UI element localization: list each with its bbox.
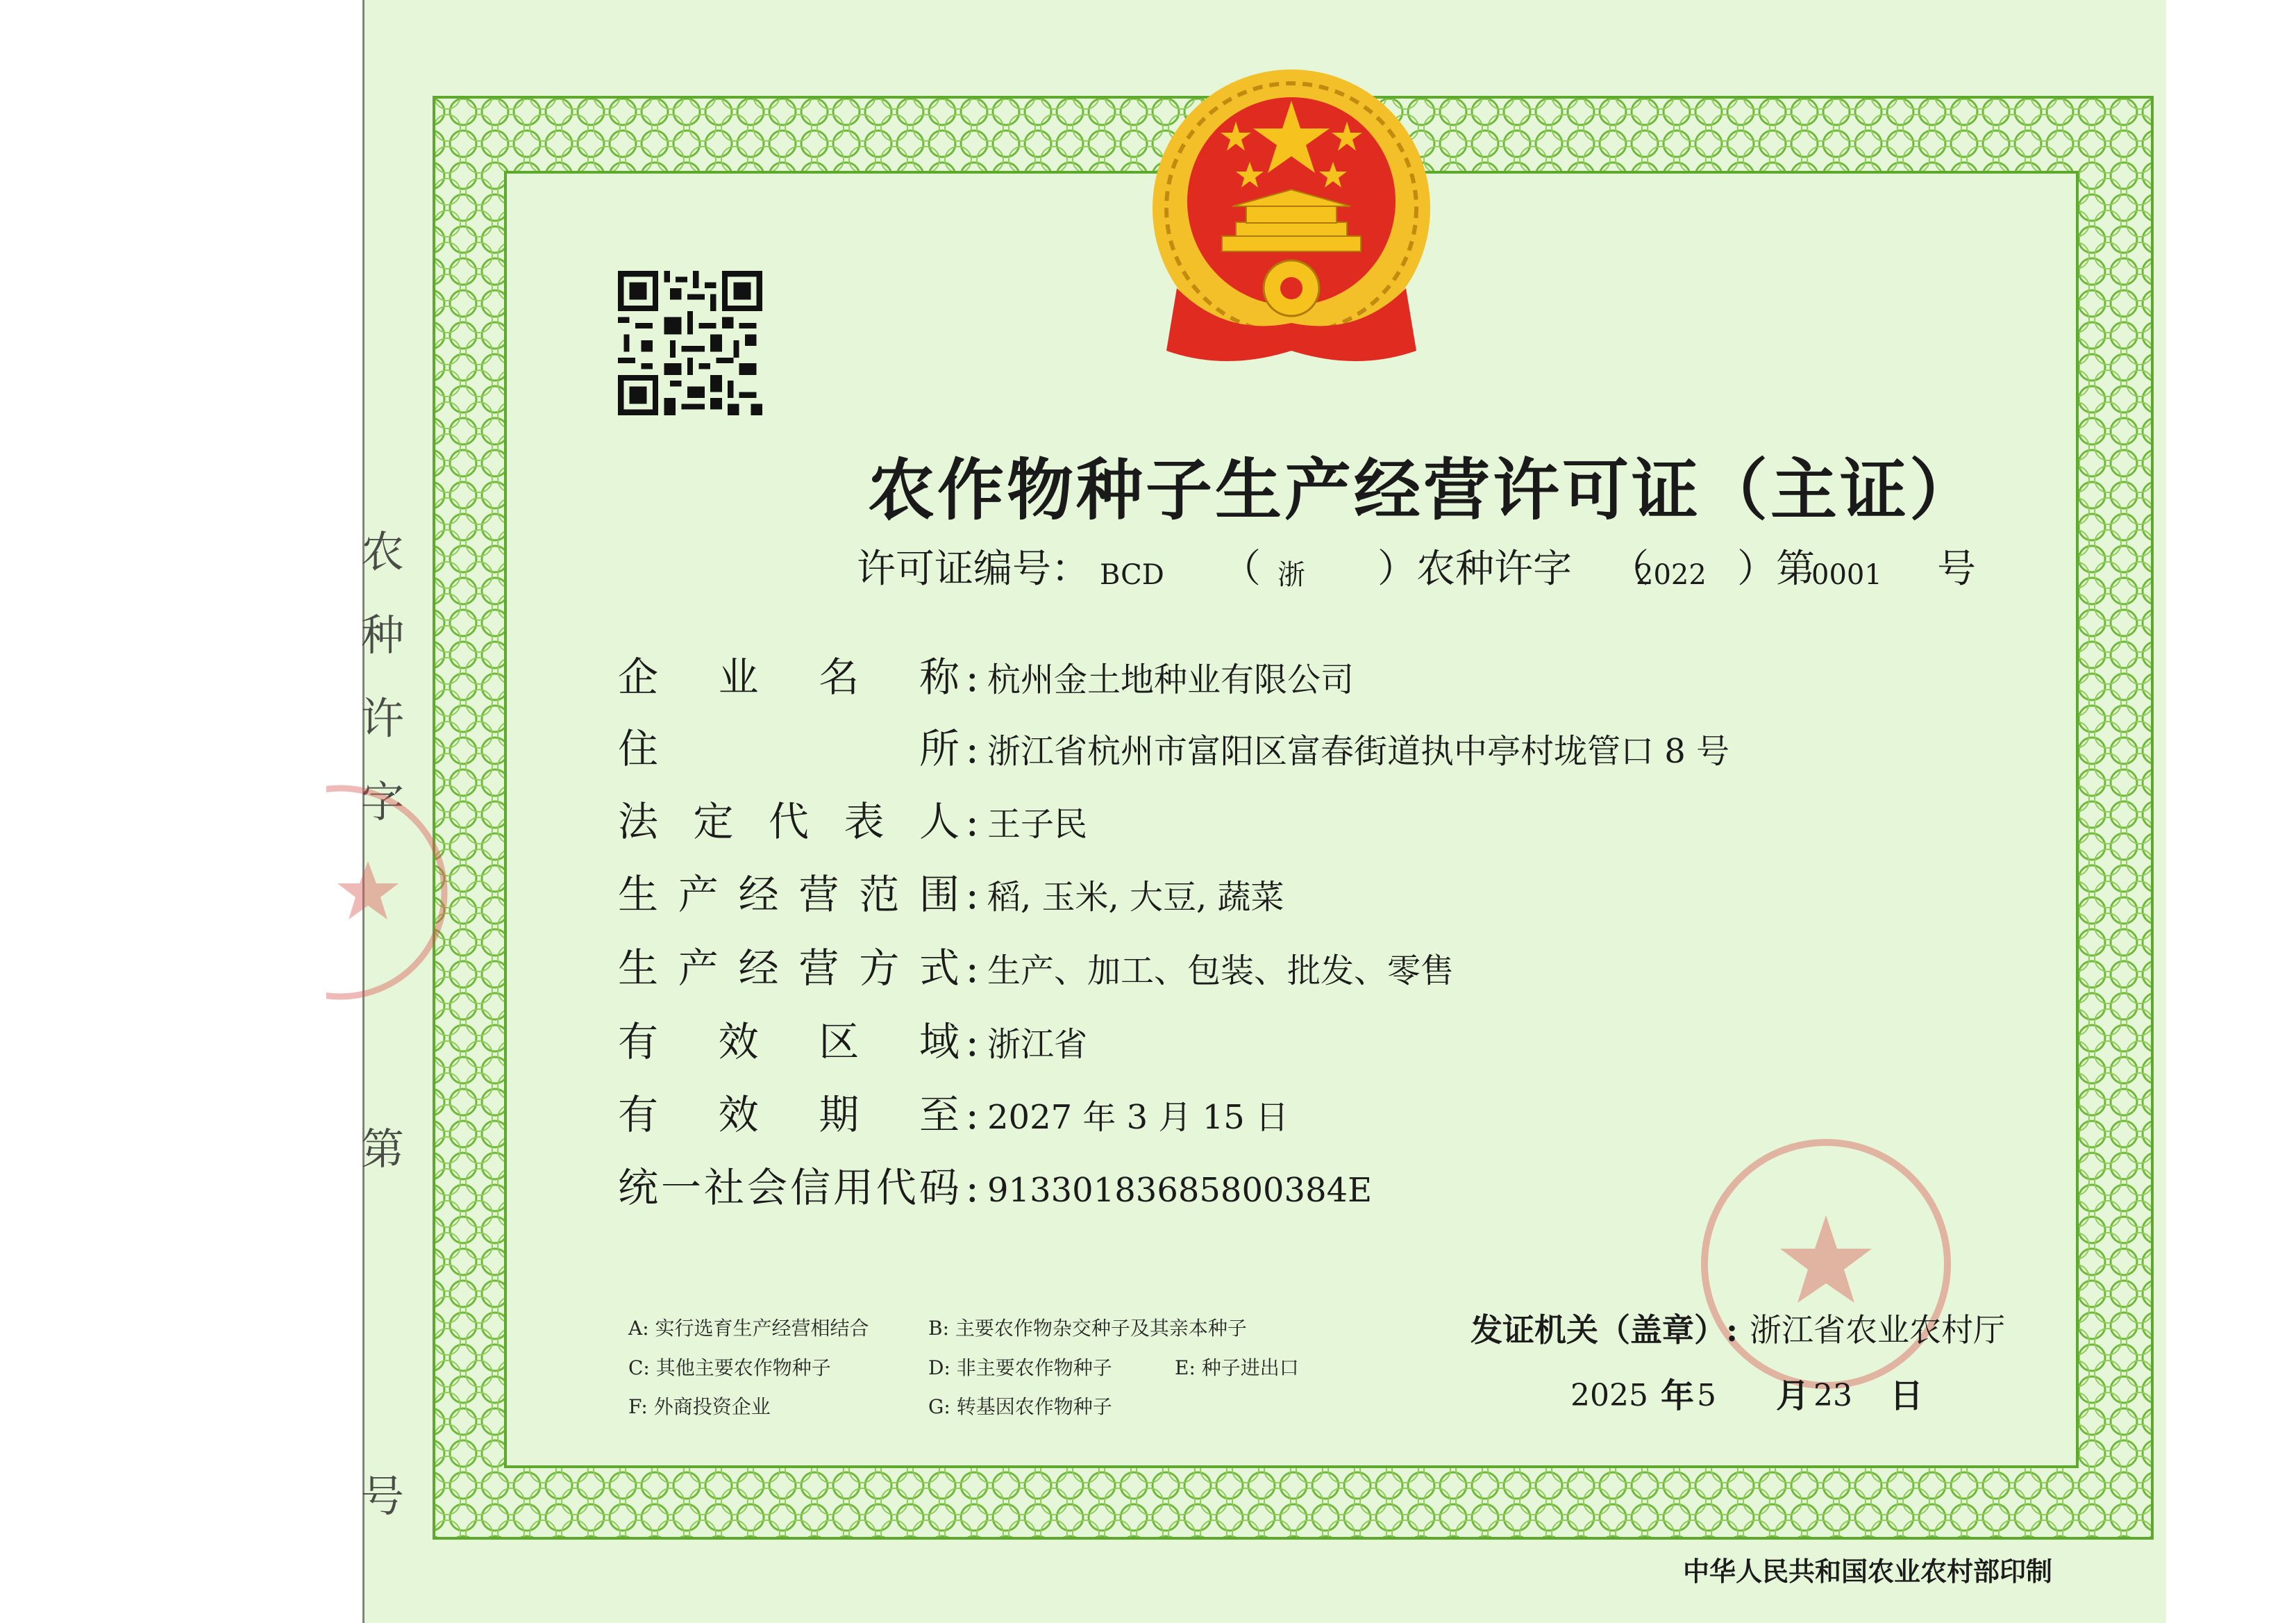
stub-char: 号: [361, 1471, 405, 1522]
field-label: [618, 1087, 979, 1142]
legend-item: C: 其他主要农作物种子: [628, 1356, 831, 1379]
field-colon: :: [965, 798, 979, 845]
stub-char: 种: [361, 610, 405, 660]
field-label-char: 称: [919, 654, 960, 701]
license-type: ）农种许字: [1377, 547, 1572, 592]
field-colon: :: [965, 654, 979, 701]
field-label-char: 范: [859, 871, 900, 918]
field-label-char: 生: [618, 944, 659, 992]
field-label: [618, 1014, 979, 1069]
legend-item: E: 种子进出口: [1175, 1356, 1299, 1379]
license-open-paren: （: [1222, 547, 1261, 592]
field-label-char: 区: [819, 1018, 860, 1065]
field-colon: :: [965, 871, 979, 918]
field-label-char: 至: [919, 1091, 960, 1138]
field-value: 2027 年 3 月 15 日: [987, 1098, 1289, 1137]
qr-code-icon: [618, 271, 762, 415]
legend-item: G: 转基因农作物种子: [928, 1395, 1112, 1418]
legend-item: D: 非主要农作物种子: [928, 1356, 1112, 1379]
field-label: [618, 794, 979, 849]
field-label: [618, 867, 979, 922]
field-colon: :: [965, 1018, 979, 1065]
field-label-char: 一: [660, 1164, 701, 1211]
official-seal-icon: [1694, 1132, 1958, 1396]
field-label-char: 住: [618, 725, 659, 772]
field-label-char: 人: [919, 798, 960, 845]
page-title: 农作物种子生产经营许可证（主证）: [868, 451, 1979, 529]
field-colon: :: [965, 1091, 979, 1138]
field-label-char: 营: [798, 944, 839, 992]
field-label-char: 信: [789, 1164, 830, 1211]
field-label: [618, 649, 979, 705]
field-label: [618, 940, 979, 996]
field-label-char: 统: [618, 1164, 659, 1211]
legend-item: F: 外商投资企业: [628, 1395, 771, 1418]
field-label-char: 法: [618, 798, 659, 845]
field-label-char: 效: [718, 1018, 759, 1065]
issuer-label: 发证机关（盖章）:: [1470, 1311, 1738, 1349]
field-label-char: 经: [738, 871, 779, 918]
license-serial: 0001: [1811, 559, 1882, 591]
field-value: 生产、加工、包装、批发、零售: [987, 951, 1455, 990]
license-year-close: ）第: [1737, 547, 1815, 592]
field-label-char: 定: [693, 798, 734, 845]
license-year-open: （: [1610, 547, 1649, 592]
field-label-char: 经: [738, 944, 779, 992]
license-province: 浙: [1277, 559, 1305, 591]
field-value: 杭州金土地种业有限公司: [987, 660, 1355, 699]
field-label-char: 业: [718, 654, 759, 701]
field-label-char: 产: [678, 944, 719, 992]
field-label-char: 码: [919, 1164, 960, 1211]
issue-day-unit: 日: [1890, 1376, 1924, 1415]
license-number-label: 许可证编号：: [857, 547, 1090, 592]
national-emblem-icon: [1149, 59, 1434, 372]
field-label-char: 域: [919, 1018, 960, 1065]
license-prefix: BCD: [1100, 559, 1164, 591]
field-label-char: 有: [618, 1091, 659, 1138]
field-label: [618, 1160, 979, 1215]
field-value: 浙江省杭州市富阳区富春街道执中亭村垅管口 8 号: [987, 732, 1730, 771]
issue-year: 2025: [1570, 1378, 1648, 1413]
stub-char: 第: [361, 1124, 405, 1174]
field-label-char: 效: [718, 1091, 759, 1138]
field-value: 浙江省: [987, 1025, 1088, 1064]
field-colon: :: [965, 1164, 979, 1211]
field-label-char: 期: [819, 1091, 860, 1138]
field-label-char: 营: [798, 871, 839, 918]
issuer-value: 浙江省农业农村厅: [1750, 1311, 2005, 1349]
stub-char: 许: [361, 693, 405, 744]
field-label-char: 名: [819, 654, 860, 701]
license-suffix: 号: [1937, 547, 1976, 592]
issue-month: 5: [1697, 1378, 1716, 1413]
field-label-char: 代: [875, 1164, 916, 1211]
stub-char: 农: [361, 526, 405, 577]
field-label-char: 用: [832, 1164, 873, 1211]
license-number: [857, 538, 2009, 601]
legend-item: A: 实行选育生产经营相结合: [628, 1317, 869, 1340]
field-label-char: 产: [678, 871, 719, 918]
field-value: 稻, 玉米, 大豆, 蔬菜: [987, 878, 1284, 917]
field-label-char: 方: [859, 944, 900, 992]
field-colon: :: [965, 944, 979, 992]
field-label-char: 代: [768, 798, 809, 845]
stub-char: 字: [361, 776, 405, 827]
license-year: 2022: [1636, 559, 1707, 591]
field-label-char: 有: [618, 1018, 659, 1065]
field-value: 91330183685800384E: [987, 1171, 1373, 1210]
field-value: 王子民: [987, 805, 1088, 844]
issue-date: [1570, 1372, 1987, 1420]
field-label-char: 会: [746, 1164, 787, 1211]
official-seal-icon: [326, 778, 458, 1007]
issue-day: 23: [1813, 1378, 1852, 1413]
field-colon: :: [965, 725, 979, 772]
field-label-char: 企: [618, 654, 659, 701]
field-label-char: 围: [919, 871, 960, 918]
field-label-char: 式: [919, 944, 960, 992]
field-label-char: 所: [919, 725, 960, 772]
field-label: [618, 721, 979, 776]
field-label-char: 社: [703, 1164, 744, 1211]
field-label-char: 生: [618, 871, 659, 918]
printer-note: 中华人民共和国农业农村部印制: [1683, 1556, 2053, 1587]
legend-item: B: 主要农作物杂交种子及其亲本种子: [928, 1317, 1247, 1340]
issue-month-unit: 月: [1776, 1376, 1810, 1415]
issue-year-unit: 年: [1661, 1376, 1695, 1415]
field-label-char: 表: [844, 798, 885, 845]
